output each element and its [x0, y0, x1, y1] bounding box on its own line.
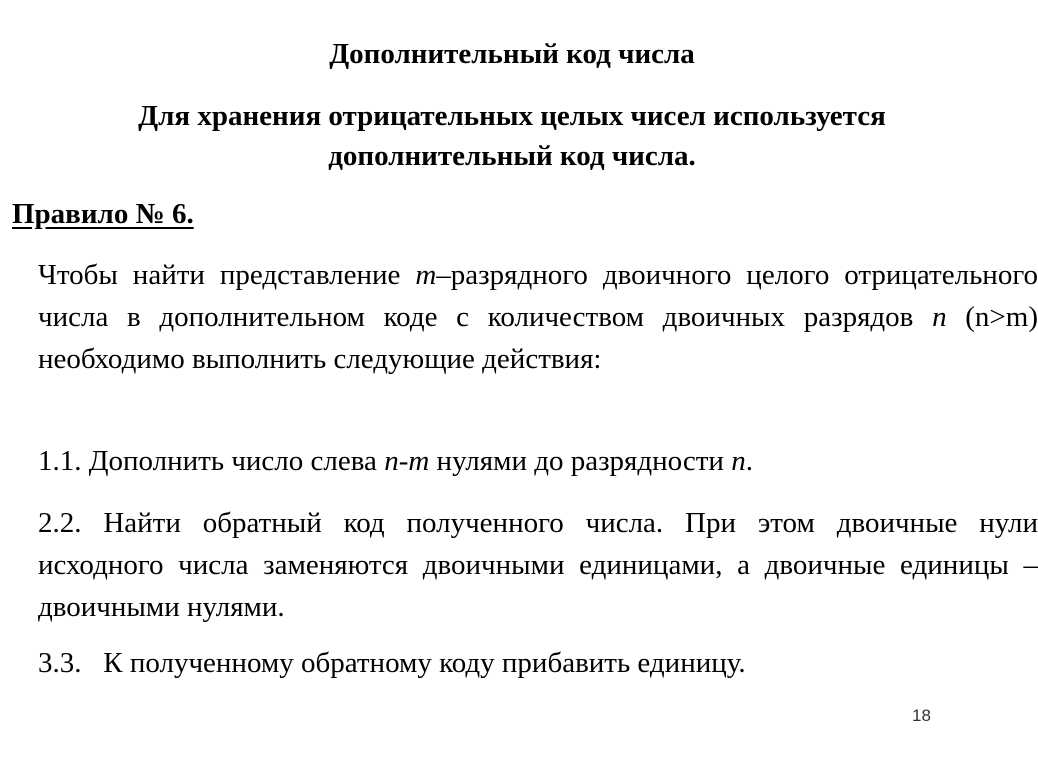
step-1-text3: .: [745, 445, 753, 477]
step-1-var: n-m: [384, 445, 430, 477]
intro-text-part1: Чтобы найти представление: [38, 259, 416, 291]
step-2: [12, 502, 1038, 628]
step-3-number: 3.3.: [38, 647, 82, 679]
page-number: 18: [912, 706, 931, 725]
slide-title: Дополнительный код числа: [329, 38, 695, 70]
step-3: [12, 642, 1038, 684]
step-1-number: 1.1.: [38, 445, 82, 477]
intro-var-n: n: [932, 301, 947, 333]
intro-text-part2: –разрядного двоичного целого отрицательного числа в дополнительном коде с количеством двоичных разрядов: [38, 259, 1038, 333]
step-2-text: Найти обратный код полученного числа. При этом двоичные нули исходного числа заменяются двоичными единицами, а двоичные единицы – двоичными нулями.: [38, 507, 1038, 623]
step-1-text2: нулями до разрядности: [429, 445, 732, 477]
step-2-number: 2.2.: [38, 507, 82, 539]
rule-heading: Правило № 6.: [12, 198, 194, 230]
intro-var-m: m: [415, 259, 437, 291]
step-1-text1: Дополнить число слева: [81, 445, 385, 477]
intro-text-part3: (n>m) необходимо выполнить следующие действия:: [38, 301, 1038, 375]
step-1: [12, 440, 1038, 482]
slide-subtitle: Для хранения отрицательных целых чисел используется дополнительный код числа.: [138, 100, 886, 172]
step-3-text: К полученному обратному коду прибавить единицу.: [81, 647, 746, 679]
intro-paragraph: [12, 254, 1038, 380]
step-1-var2: n: [731, 445, 746, 477]
